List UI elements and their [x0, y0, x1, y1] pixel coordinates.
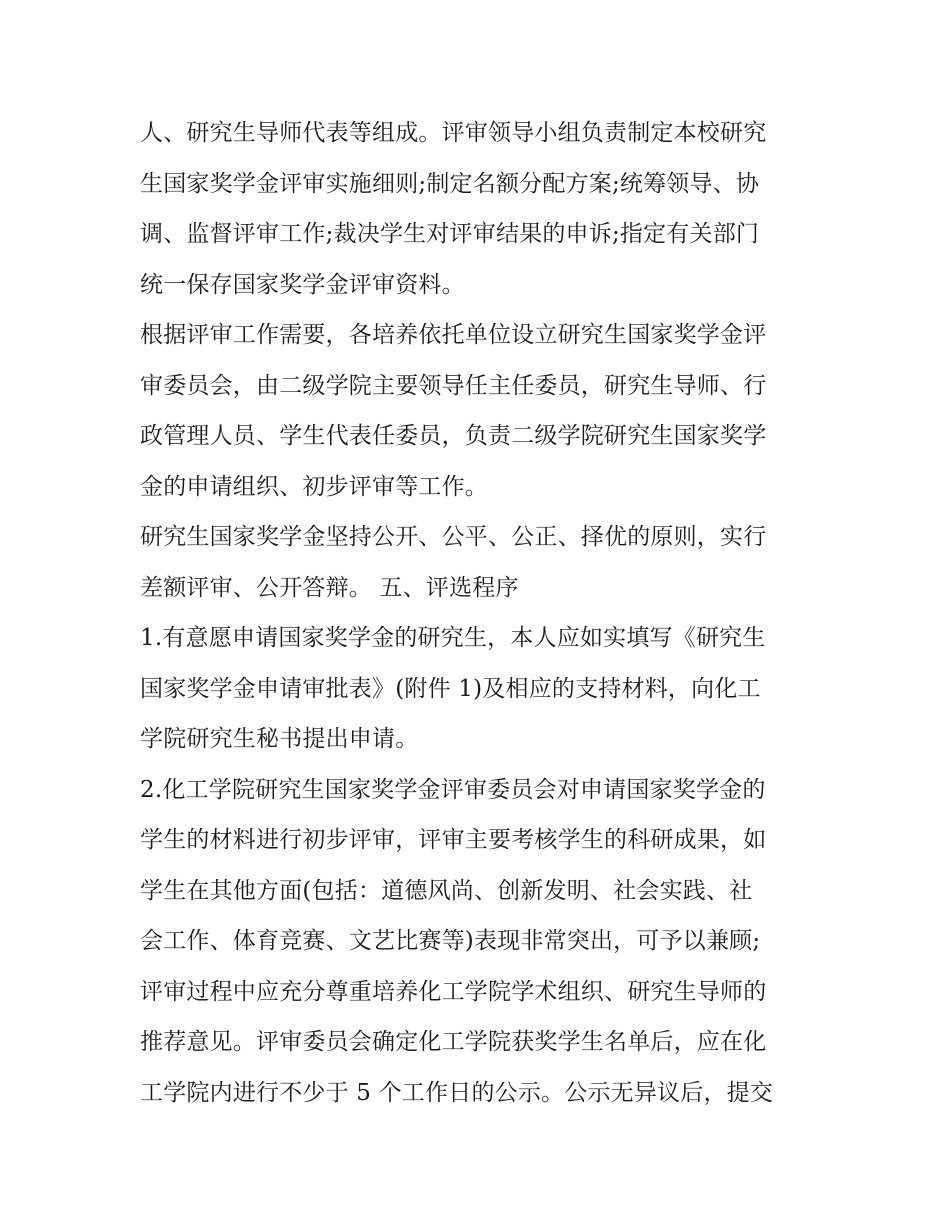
text-line: 金的申请组织、初步评审等工作。: [140, 473, 488, 500]
document-body: [140, 108, 820, 1118]
text-line: 研究生国家奖学金坚持公开、公平、公正、择优的原则，实行: [140, 524, 767, 550]
text-line: 会工作、体育竞赛、文艺比赛等)表现非常突出，可予以兼顾;: [140, 928, 761, 954]
text-line: 工学院内进行不少于 5 个工作日的公示。公示无异议后，提交: [140, 1079, 774, 1106]
text-line: 学院研究生秘书提出申请。: [140, 726, 419, 752]
text-line: 生国家奖学金评审实施细则;制定名额分配方案;统筹领导、协: [140, 170, 760, 197]
text-line: 2.化工学院研究生国家奖学金评审委员会对申请国家奖学金的: [140, 776, 766, 803]
text-line: 评审过程中应充分尊重培养化工学院学术组织、研究生导师的: [140, 978, 767, 1005]
text-line: 审委员会，由二级学院主要领导任主任委员，研究生导师、行: [140, 372, 767, 399]
text-line: 推荐意见。评审委员会确定化工学院获奖学生名单后，应在化: [140, 1029, 767, 1055]
text-line: 学生在其他方面(包括：道德风尚、创新发明、社会实践、社: [140, 877, 753, 904]
text-line: 统一保存国家奖学金评审资料。: [140, 271, 465, 298]
text-line: 1.有意愿申请国家奖学金的研究生，本人应如实填写《研究生: [140, 625, 766, 651]
text-line: 国家奖学金申请审批表》(附件 1)及相应的支持材料，向化工: [140, 675, 761, 702]
text-line: 学生的材料进行初步评审，评审主要考核学生的科研成果，如: [140, 827, 767, 853]
text-line: 根据评审工作需要，各培养依托单位设立研究生国家奖学金评: [140, 322, 767, 348]
text-line: 人、研究生导师代表等组成。评审领导小组负责制定本校研究: [140, 120, 767, 146]
text-line: 调、监督评审工作;裁决学生对评审结果的申诉;指定有关部门: [140, 221, 760, 247]
text-line: 政管理人员、学生代表任委员，负责二级学院研究生国家奖学: [140, 423, 767, 449]
text-line: 差额评审、公开答辩。 五、评选程序: [140, 574, 519, 601]
